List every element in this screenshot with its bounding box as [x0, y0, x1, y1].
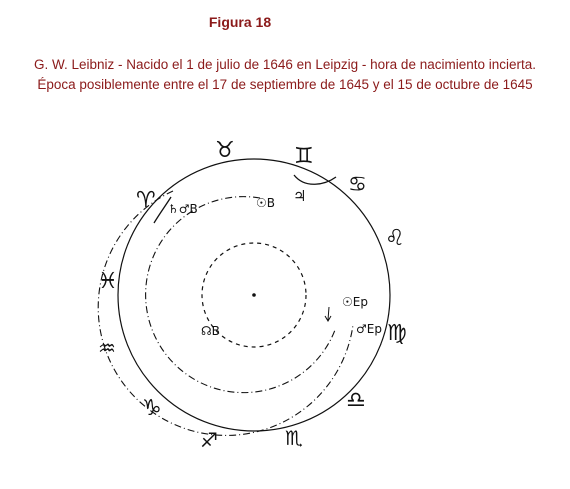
jupiter-stroke — [294, 175, 336, 184]
sun-ep-label: ☉Ep — [342, 295, 368, 309]
leo-sign: ♌ — [385, 226, 405, 251]
cancer-sign: ♋ — [348, 172, 367, 196]
jupiter-label: ♃ — [293, 187, 307, 205]
taurus-sign: ♉ — [215, 138, 235, 163]
direction-arrow — [325, 307, 331, 321]
gemini-sign: ♊ — [294, 144, 314, 169]
capricorn-sign: ♑ — [142, 396, 162, 421]
aquarius-sign: ♒ — [98, 336, 116, 360]
orbit-arc-2 — [146, 197, 335, 393]
virgo-sign: ♍ — [387, 321, 407, 346]
libra-sign: ♎ — [346, 388, 366, 413]
sun-b-label: ☉B — [256, 196, 275, 210]
horoscope-diagram — [80, 125, 430, 455]
caption-line-2: Época posiblemente entre el 17 de septiembre de 1645 y el 15 de octubre de 1645 — [37, 77, 533, 92]
figure-title: Figura 18 — [208, 14, 272, 30]
sagittarius-sign: ♐ — [200, 428, 218, 452]
figure-caption — [0, 55, 570, 95]
moon-node-b-label: ☊B — [201, 324, 220, 338]
saturn-mars-b-label: ♄♂B — [168, 202, 198, 216]
scorpio-sign: ♏ — [285, 426, 303, 450]
mars-ep-label: ♂Ep — [356, 322, 382, 336]
pisces-sign: ♓ — [98, 269, 118, 294]
center-dot — [252, 293, 256, 297]
aries-sign: ♈ — [136, 188, 156, 213]
caption-line-1: G. W. Leibniz - Nacido el 1 de julio de 1646 en Leipzig - hora de nacimiento incierta. — [33, 57, 537, 72]
